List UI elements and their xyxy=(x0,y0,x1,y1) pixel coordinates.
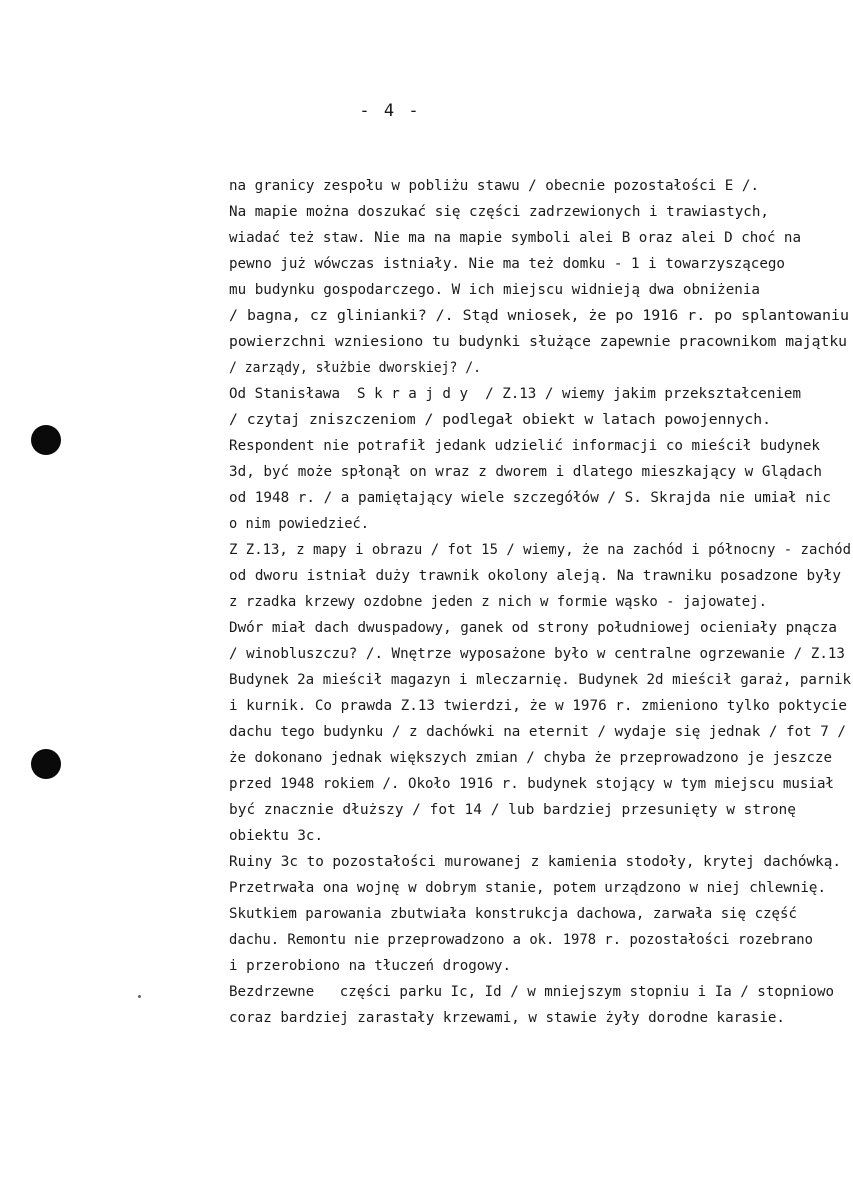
text-line: być znacznie dłuższy / fot 14 / lub bardziej przesunięty w stronę xyxy=(229,802,796,818)
text-line: na granicy zespołu w pobliżu stawu / obecnie pozostałości E /. xyxy=(229,178,759,194)
text-line: Na mapie można doszukać się części zadrzewionych i trawiastych, xyxy=(229,204,769,220)
punch-hole xyxy=(31,425,61,455)
text-line: i kurnik. Co prawda Z.13 twierdzi, że w 1976 r. zmieniono tylko poktycie xyxy=(229,698,847,714)
text-line: dachu tego budynku / z dachówki na eternit / wydaje się jednak / fot 7 / xyxy=(229,724,846,740)
paper-speck xyxy=(138,995,141,998)
punch-hole xyxy=(31,749,61,779)
text-line: Ruiny 3c to pozostałości murowanej z kamienia stodoły, krytej dachówką. xyxy=(229,854,841,870)
text-line: obiektu 3c. xyxy=(229,828,323,844)
text-line: 3d, być może spłonął on wraz z dworem i dlatego mieszkający w Glądach xyxy=(229,464,822,480)
text-line: Z Z.13, z mapy i obrazu / fot 15 / wiemy, że na zachód i północny - zachód xyxy=(229,542,851,558)
text-line: / zarządy, służbie dworskiej? /. xyxy=(229,360,481,376)
text-line: pewno już wówczas istniały. Nie ma też domku - 1 i towarzyszącego xyxy=(229,256,785,272)
text-line: i przerobiono na tłuczeń drogowy. xyxy=(229,958,511,974)
text-line: od dworu istniał duży trawnik okolony aleją. Na trawniku posadzone były xyxy=(229,568,841,584)
text-line: że dokonano jednak większych zmian / chyba że przeprowadzono je jeszcze xyxy=(229,750,832,766)
text-line: Od Stanisława S k r a j d y / Z.13 / wiemy jakim przekształceniem xyxy=(229,386,801,402)
text-line: mu budynku gospodarczego. W ich miejscu widnieją dwa obniżenia xyxy=(229,282,760,298)
text-line: coraz bardziej zarastały krzewami, w stawie żyły dorodne karasie. xyxy=(229,1010,785,1026)
text-line: Respondent nie potrafił jedank udzielić informacji co mieścił budynek xyxy=(229,438,820,454)
text-line: Bezdrzewne części parku Ic, Id / w mniejszym stopniu i Ia / stopniowo xyxy=(229,984,835,1000)
text-line: wiadać też staw. Nie ma na mapie symboli alei B oraz alei D choć na xyxy=(229,230,801,246)
text-line: Dwór miał dach dwuspadowy, ganek od strony południowej ocieniały pnącza xyxy=(229,620,837,636)
text-line: od 1948 r. / a pamiętający wiele szczegółów / S. Skrajda nie umiał nic xyxy=(229,490,831,506)
text-line: z rzadka krzewy ozdobne jeden z nich w formie wąsko - jajowatej. xyxy=(229,594,767,610)
page-number: - 4 - xyxy=(359,101,421,121)
text-line: Budynek 2a mieścił magazyn i mleczarnię. Budynek 2d mieścił garaż, parnik xyxy=(229,672,851,688)
text-line: Skutkiem parowania zbutwiała konstrukcja dachowa, zarwała się część xyxy=(229,906,797,922)
text-line: / bagna, cz glinianki? /. Stąd wniosek, że po 1916 r. po splantowaniu xyxy=(229,308,849,324)
text-line: dachu. Remontu nie przeprowadzono a ok. 1978 r. pozostałości rozebrano xyxy=(229,932,813,948)
text-line: powierzchni wzniesiono tu budynki służące zapewnie pracownikom majątku xyxy=(229,334,847,350)
text-line: / winobluszczu? /. Wnętrze wyposażone było w centralne ogrzewanie / Z.13 xyxy=(229,646,845,662)
text-line: / czytaj zniszczeniom / podlegał obiekt w latach powojennych. xyxy=(229,412,771,428)
text-line: przed 1948 rokiem /. Około 1916 r. budynek stojący w tym miejscu musiał xyxy=(229,776,835,792)
text-line: Przetrwała ona wojnę w dobrym stanie, potem urządzono w niej chlewnię. xyxy=(229,880,826,896)
text-line: o nim powiedzieć. xyxy=(229,516,369,532)
